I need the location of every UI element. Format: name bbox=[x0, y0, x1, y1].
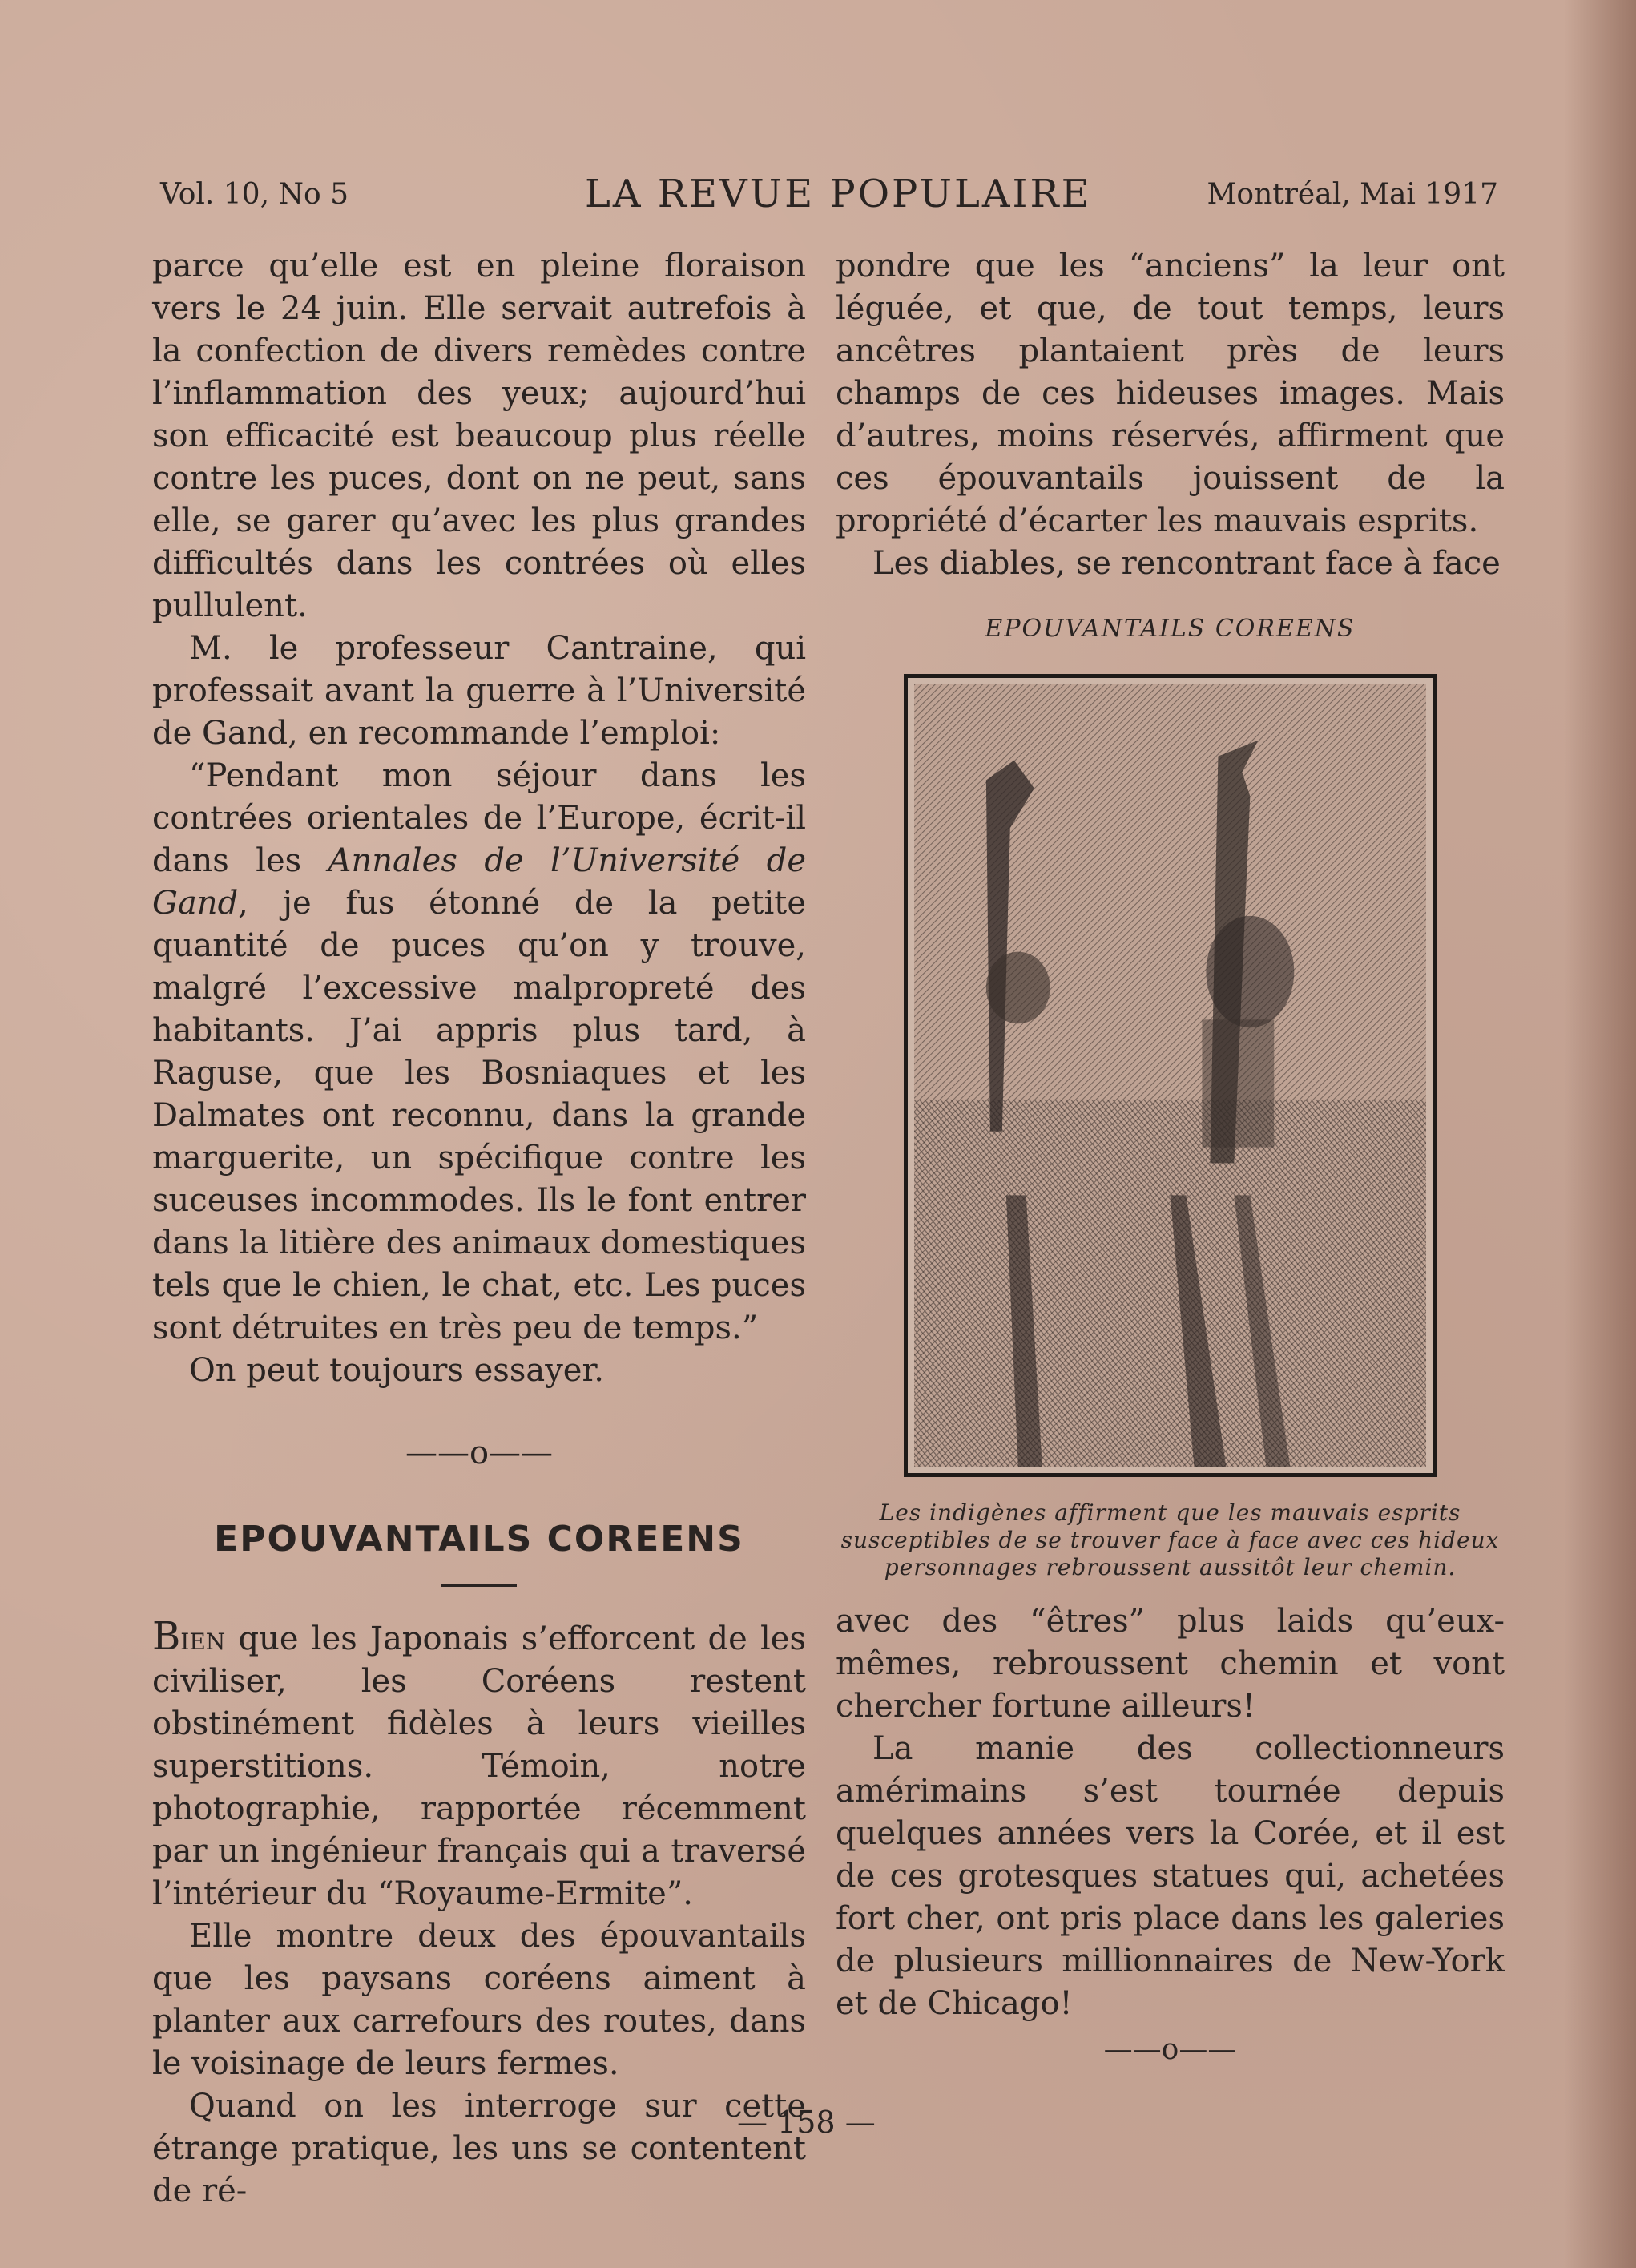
volume-number: Vol. 10, No 5 bbox=[160, 178, 349, 211]
paragraph: Quand on les interroge sur cette étrange pratique, les uns se contentent de ré- bbox=[152, 2088, 806, 2209]
paragraph: M. le professeur Cantraine, qui professait avant la guerre à l’Université de Gand, en recommande l’emploi: bbox=[152, 630, 806, 752]
photo-illustration bbox=[914, 684, 1426, 1467]
quote-text: , je fus étonné de la petite quantité de puces qu’on y trouve, malgré l’excessive malpropreté des habitants. J’ai appris plus tard, à Raguse, que les Bosniaques et les Dalmates ont reconnu, dans la grande marguerite, un spécifique contre les suceuses incommodes. Ils le font entrer dans la litière des animaux domestiques tels que le chien, le chat, etc. Les puces sont détruites en très peu de temps.” bbox=[152, 885, 806, 1346]
paragraph bbox=[152, 1616, 806, 1915]
right-column bbox=[836, 245, 1505, 2071]
paragraph: Les diables, se rencontrant face à face bbox=[872, 545, 1501, 582]
article-title: EPOUVANTAILS COREENS bbox=[214, 1519, 744, 1560]
paragraph: avec des “êtres” plus laids qu’eux-mêmes, rebroussent chemin et vont chercher fortune ailleurs! bbox=[836, 1603, 1505, 1725]
paragraph: pondre que les “anciens” la leur ont léguée, et que, de tout temps, leurs ancêtres plantaient près de leurs champs de ces hideuses images. Mais d’autres, moins réservés, affirment que ces épouvantails jouissent de la propriété d’écarter les mauvais esprits. bbox=[836, 248, 1505, 539]
paragraph-text: que les Japonais s’efforcent de les civiliser, les Coréens restent obstinément fidèles à leurs vieilles superstitions. Témoin, notre photographie, rapportée récemment par un ingénieur français qui a traversé l’intérieur du “Royaume-Ermite”. bbox=[152, 1620, 806, 1912]
paragraph: Elle montre deux des épouvantails que les paysans coréens aiment à planter aux carrefours des routes, dans le voisinage de leurs fermes. bbox=[152, 1918, 806, 2082]
running-header bbox=[160, 172, 1498, 220]
left-column bbox=[152, 245, 806, 2213]
place-date: Montréal, Mai 1917 bbox=[1207, 178, 1498, 211]
end-separator: ——o—— bbox=[1103, 2033, 1237, 2066]
paragraph: On peut toujours essayer. bbox=[189, 1352, 604, 1389]
page-number: — 158 — bbox=[737, 2105, 876, 2140]
quote-text: “Pendant mon séjour dans les contrées orientales de l’Europe, écrit-il dans les bbox=[152, 757, 806, 879]
italic-title: Annales de l’Université de Gand bbox=[152, 842, 806, 922]
paragraph: La manie des collectionneurs amérimains s’est tournée depuis quelques années vers la Corée, et il est de ces grotesques statues qui, achetées fort cher, ont pris place dans les galeries de plusieurs millionnaires de New-York et de Chicago! bbox=[836, 1730, 1505, 2022]
quote-paragraph bbox=[152, 755, 806, 1350]
journal-title: LA REVUE POPULAIRE bbox=[585, 172, 1092, 216]
page-edge-shadow bbox=[1564, 0, 1636, 2268]
photo-caption: Les indigènes affirment que les mauvais esprits susceptibles de se trouver face à face avec ces hideux personnages rebroussent aussitôt leur chemin. bbox=[840, 1499, 1500, 1580]
scarecrow-photo bbox=[904, 674, 1437, 1477]
paragraph: parce qu’elle est en pleine floraison vers le 24 juin. Elle servait autrefois à la confection de divers remèdes contre l’inflammation des yeux; aujourd’hui son efficacité est beaucoup plus réelle contre les puces, dont on ne peut, sans elle, se garer qu’avec les plus grandes difficultés dans les contrées où elles pullulent. bbox=[152, 248, 806, 624]
section-separator: ——o—— bbox=[405, 1435, 554, 1471]
drop-cap: B bbox=[152, 1614, 181, 1659]
title-rule bbox=[441, 1584, 517, 1587]
photo-heading: EPOUVANTAILS COREENS bbox=[985, 615, 1356, 643]
small-caps-text: ien bbox=[180, 1620, 226, 1657]
